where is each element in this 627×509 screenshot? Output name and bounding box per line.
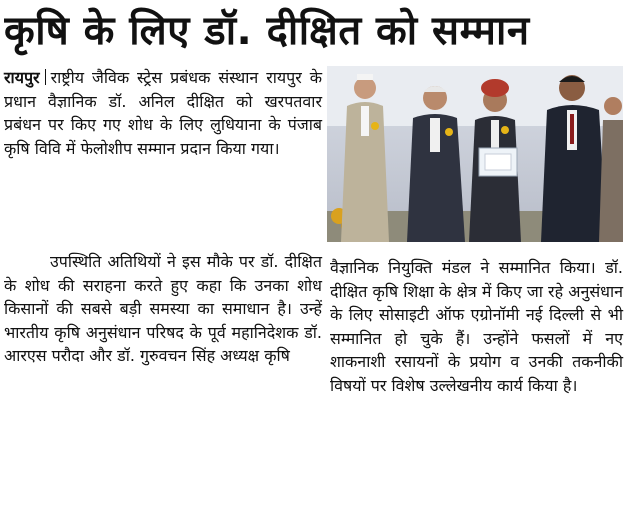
paragraph-3: वैज्ञानिक नियुक्ति मंडल ने सम्मानित किया। डॉ. दीक्षित कृषि शिक्षा के क्षेत्र में किए जा रहे अनुसंधान के लिए सोसाइटी ऑफ एग्रोनॉमी नई दिल्ली से भी सम्मानित हो चुके हैं। उन्होंने फसलों में नए शाकनाशी रसायनों के प्रयोग व उनकी तकनीकी विषयों पर विशेष उल्लेखनीय कार्य किया है। <box>330 258 623 395</box>
dateline-separator <box>45 69 46 85</box>
paragraph-2: उपस्थिति अतिथियों ने इस मौके पर डॉ. दीक्षित के शोध की सराहना करते हुए कहा कि उनका शोध किसानों की सबसे बड़ी समस्या का समाधान है। उन्हें भारतीय कृषि अनुसंधान परिषद के पूर्व महानिदेशक डॉ. आरएस परौदा और डॉ. गुरुवचन सिंह अध्यक्ष कृषि <box>4 252 322 365</box>
lead-paragraph <box>4 66 322 160</box>
dateline: रायपुर <box>4 68 40 87</box>
headline: कृषि के लिए डॉ. दीक्षित को सम्मान <box>4 8 530 54</box>
award-ceremony-illustration <box>327 66 623 242</box>
award-ceremony-photo <box>327 66 623 242</box>
lead-text: राष्ट्रीय जैविक स्ट्रेस प्रबंधक संस्थान रायपुर के प्रधान वैज्ञानिक डॉ. अनिल दीक्षित को खरपतवार प्रबंधन पर किए गए शोध के लिए लुधियाना के पंजाब कृषि विवि में फेलोशीप सम्मान प्रदान किया गया। <box>4 68 322 158</box>
